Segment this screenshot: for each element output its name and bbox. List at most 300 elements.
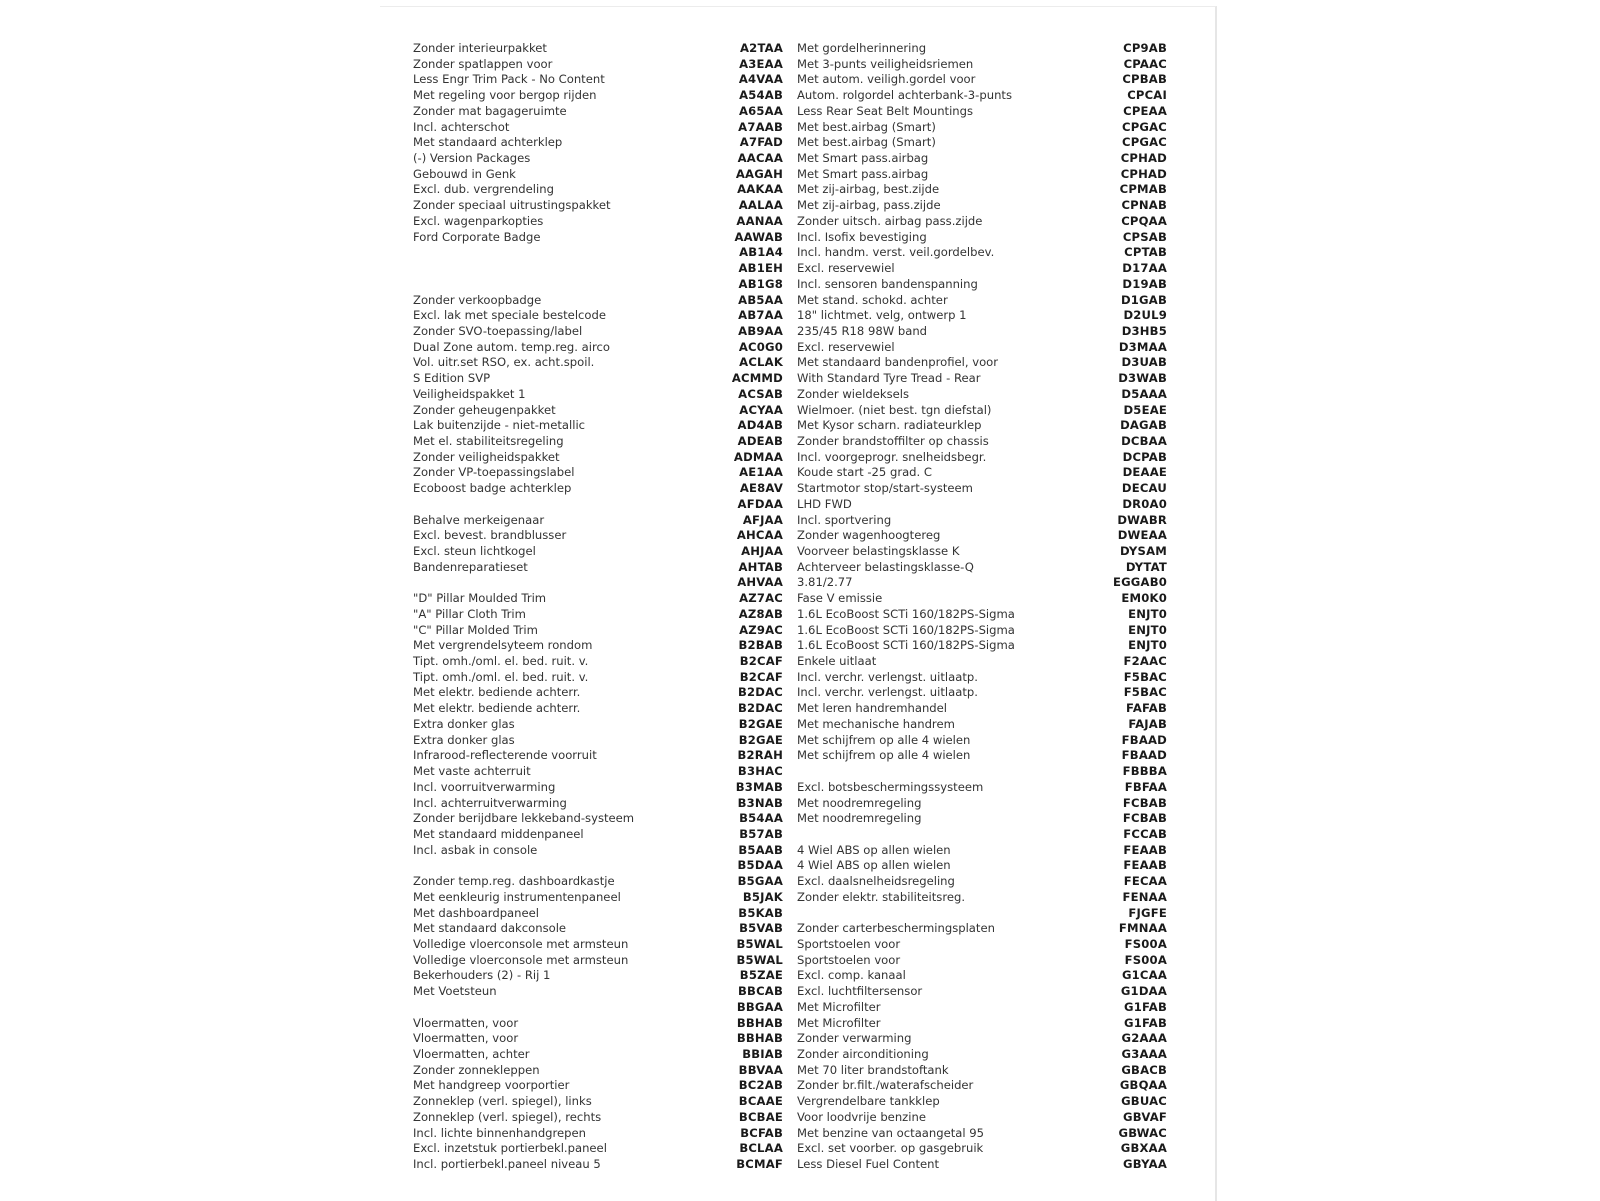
option-code: AANAA bbox=[736, 213, 783, 228]
option-code: GBXAA bbox=[1120, 1141, 1167, 1156]
option-code: G3AAA bbox=[1121, 1047, 1167, 1061]
option-description: Incl. achterschot bbox=[413, 119, 510, 134]
option-description: Zonneklep (verl. spiegel), rechts bbox=[413, 1109, 602, 1124]
option-code: GBQAA bbox=[1119, 1078, 1167, 1093]
option-code: D3HB5 bbox=[1121, 323, 1167, 338]
option-row bbox=[797, 1110, 1167, 1126]
option-row bbox=[413, 135, 783, 151]
option-description: Met Kysor scharn. radiateurklep bbox=[797, 418, 982, 433]
option-code: A2TAA bbox=[740, 41, 783, 55]
option-row bbox=[413, 57, 783, 73]
option-code: G1FAB bbox=[1124, 1015, 1167, 1030]
option-description: Excl. reservewiel bbox=[797, 339, 895, 354]
option-description: 1.6L EcoBoost SCTi 160/182PS-Sigma bbox=[797, 622, 1015, 637]
option-code: AB5AA bbox=[738, 292, 783, 307]
option-row bbox=[797, 72, 1167, 88]
option-description: Vloermatten, voor bbox=[413, 1031, 519, 1046]
option-code: B2DAC bbox=[737, 701, 783, 716]
option-description: Met Smart pass.airbag bbox=[797, 151, 929, 166]
option-description: Zonder mat bagageruimte bbox=[413, 103, 567, 118]
option-description: Met mechanische handrem bbox=[797, 716, 955, 731]
option-row bbox=[797, 890, 1167, 906]
option-row bbox=[797, 57, 1167, 73]
option-description: Volledige vloerconsole met armsteun bbox=[413, 952, 629, 967]
option-description: S Edition SVP bbox=[413, 371, 491, 386]
option-code: FCBAB bbox=[1122, 795, 1167, 810]
option-description: Zonder speciaal uitrustingspakket bbox=[413, 198, 611, 213]
option-description: Met Microfilter bbox=[797, 999, 881, 1014]
option-code: FAFAB bbox=[1126, 701, 1167, 716]
option-row bbox=[413, 1031, 783, 1047]
option-code: B5VAB bbox=[739, 921, 783, 936]
option-row bbox=[797, 245, 1167, 261]
option-row bbox=[413, 591, 783, 607]
option-code: B2GAE bbox=[738, 716, 783, 731]
option-code: FS00A bbox=[1124, 952, 1167, 967]
option-description: Met benzine van octaangetal 95 bbox=[797, 1125, 985, 1140]
option-row bbox=[797, 780, 1167, 796]
option-code: DR0A0 bbox=[1122, 496, 1167, 511]
option-row bbox=[797, 120, 1167, 136]
option-code: ENJT0 bbox=[1128, 606, 1167, 621]
option-row bbox=[797, 340, 1167, 356]
option-description: Incl. verchr. verlengst. uitlaatp. bbox=[797, 669, 978, 684]
option-description: Vloermatten, achter bbox=[413, 1047, 530, 1061]
option-code: AE1AA bbox=[739, 465, 783, 480]
option-row bbox=[797, 733, 1167, 749]
option-row bbox=[797, 638, 1167, 654]
option-row bbox=[797, 1157, 1167, 1173]
option-code: BBGAA bbox=[736, 999, 783, 1014]
option-description: Incl. handm. verst. veil.gordelbev. bbox=[797, 245, 995, 260]
option-description: Zonder carterbeschermingsplaten bbox=[797, 921, 995, 936]
option-description: Enkele uitlaat bbox=[797, 654, 877, 669]
option-row bbox=[797, 513, 1167, 529]
option-code: F2AAC bbox=[1123, 654, 1167, 669]
option-row bbox=[413, 937, 783, 953]
option-row bbox=[797, 324, 1167, 340]
option-description: Bandenreparatieset bbox=[413, 559, 528, 574]
option-code: BCAAE bbox=[738, 1094, 783, 1109]
option-description: 18" lichtmet. velg, ontwerp 1 bbox=[797, 308, 967, 323]
option-code: A7FAD bbox=[739, 135, 783, 150]
option-code: AZ9AC bbox=[739, 622, 783, 637]
option-code: D19AB bbox=[1122, 276, 1167, 291]
option-description: Zonder wagenhoogtereg bbox=[797, 528, 941, 543]
option-code: ACYAA bbox=[739, 402, 783, 417]
option-row bbox=[797, 434, 1167, 450]
option-description: Met vergrendelsyteem rondom bbox=[413, 638, 593, 653]
option-row bbox=[797, 1031, 1167, 1047]
option-row bbox=[797, 151, 1167, 167]
option-row bbox=[797, 1016, 1167, 1032]
option-code: B5GAA bbox=[737, 874, 783, 889]
option-description: Met 70 liter brandstoftank bbox=[797, 1062, 949, 1077]
option-description: Incl. asbak in console bbox=[413, 842, 538, 857]
option-code: GBVAF bbox=[1123, 1109, 1167, 1124]
option-code: FJGFE bbox=[1128, 905, 1167, 920]
option-description: Excl. daalsnelheidsregeling bbox=[797, 874, 955, 889]
option-code: G2AAA bbox=[1121, 1031, 1167, 1046]
option-code: B3MAB bbox=[735, 779, 783, 794]
option-description: 4 Wiel ABS op allen wielen bbox=[797, 858, 951, 873]
option-row bbox=[797, 88, 1167, 104]
option-row bbox=[413, 874, 783, 890]
option-code: G1DAA bbox=[1120, 984, 1167, 999]
option-row bbox=[797, 685, 1167, 701]
option-code: BCFAB bbox=[740, 1125, 783, 1140]
option-row bbox=[413, 906, 783, 922]
option-row bbox=[413, 340, 783, 356]
option-description: Achterveer belastingsklasse-Q bbox=[797, 559, 974, 574]
option-row bbox=[797, 387, 1167, 403]
option-row bbox=[797, 921, 1167, 937]
option-row bbox=[797, 607, 1167, 623]
left-option-column bbox=[413, 41, 783, 1173]
option-row bbox=[797, 1047, 1167, 1063]
option-row bbox=[413, 670, 783, 686]
option-description: Met el. stabiliteitsregeling bbox=[413, 433, 564, 448]
option-code: AACAA bbox=[737, 151, 783, 166]
option-row bbox=[797, 748, 1167, 764]
option-code: AB7AA bbox=[738, 308, 783, 323]
option-row bbox=[797, 1000, 1167, 1016]
option-row bbox=[413, 308, 783, 324]
option-description: Vloermatten, voor bbox=[413, 1015, 519, 1030]
option-description: Startmotor stop/start-systeem bbox=[797, 481, 973, 496]
option-row bbox=[413, 1141, 783, 1157]
option-description: Lak buitenzijde - niet-metallic bbox=[413, 418, 586, 433]
option-row bbox=[413, 1126, 783, 1142]
option-description: Met standaard dakconsole bbox=[413, 921, 567, 936]
option-code: FCBAB bbox=[1122, 811, 1167, 826]
option-description: Met stand. schokd. achter bbox=[797, 292, 948, 307]
option-row bbox=[413, 811, 783, 827]
option-description: Met vaste achterruit bbox=[413, 764, 531, 779]
option-row bbox=[797, 450, 1167, 466]
option-code: FCCAB bbox=[1123, 826, 1167, 841]
option-row bbox=[797, 874, 1167, 890]
option-code: DYTAT bbox=[1125, 559, 1167, 574]
option-row bbox=[413, 685, 783, 701]
option-description: LHD FWD bbox=[797, 496, 852, 511]
option-description: Incl. Isofix bevestiging bbox=[797, 229, 927, 244]
option-code: B2CAF bbox=[739, 669, 783, 684]
option-description: Excl. bevest. brandblusser bbox=[413, 528, 567, 543]
option-row bbox=[797, 937, 1167, 953]
option-code: CPAAC bbox=[1123, 56, 1167, 71]
option-description: Excl. botsbeschermingssysteem bbox=[797, 779, 984, 794]
option-description: Met schijfrem op alle 4 wielen bbox=[797, 732, 971, 747]
option-code: GBACB bbox=[1121, 1062, 1167, 1077]
option-code: CPGAC bbox=[1121, 119, 1167, 134]
option-description: Incl. sportvering bbox=[797, 512, 892, 527]
option-code: B2CAF bbox=[739, 654, 783, 669]
option-row bbox=[413, 371, 783, 387]
option-description: Zonder brandstoffilter op chassis bbox=[797, 433, 989, 448]
option-description: (-) Version Packages bbox=[413, 151, 531, 166]
option-description: Excl. set voorber. op gasgebruik bbox=[797, 1141, 984, 1156]
option-description: Met eenkleurig instrumentenpaneel bbox=[413, 889, 621, 904]
option-row bbox=[797, 575, 1167, 591]
option-row bbox=[797, 906, 1167, 922]
option-row bbox=[413, 481, 783, 497]
option-code: CPHAD bbox=[1120, 151, 1167, 166]
option-row bbox=[413, 104, 783, 120]
option-description: Less Rear Seat Belt Mountings bbox=[797, 103, 974, 118]
option-description: Extra donker glas bbox=[413, 732, 515, 747]
option-code: AHVAA bbox=[737, 575, 783, 590]
option-row bbox=[413, 560, 783, 576]
option-code: B5AAB bbox=[738, 842, 783, 857]
option-row bbox=[797, 953, 1167, 969]
option-description: Incl. voorruitverwarming bbox=[413, 779, 556, 794]
option-code: FEAAB bbox=[1123, 842, 1167, 857]
option-description: Tipt. omh./oml. el. bed. ruit. v. bbox=[413, 669, 589, 684]
option-row bbox=[413, 858, 783, 874]
option-description: Met 3-punts veiligheidsriemen bbox=[797, 56, 974, 71]
option-description: Incl. verchr. verlengst. uitlaatp. bbox=[797, 685, 978, 700]
option-description: Met handgreep voorportier bbox=[413, 1078, 570, 1093]
option-description: "D" Pillar Moulded Trim bbox=[413, 591, 547, 606]
option-row bbox=[797, 1141, 1167, 1157]
option-code: AALAA bbox=[738, 198, 783, 213]
option-description: Zonder wieldeksels bbox=[797, 386, 910, 401]
option-description: Met autom. veiligh.gordel voor bbox=[797, 72, 976, 87]
option-code: G1CAA bbox=[1121, 968, 1167, 983]
option-description: Sportstoelen voor bbox=[797, 936, 901, 951]
option-description: Met gordelherinnering bbox=[797, 41, 927, 55]
option-row bbox=[797, 41, 1167, 57]
option-code: CPTAB bbox=[1124, 245, 1167, 260]
option-code: CPHAD bbox=[1120, 166, 1167, 181]
option-code: B3NAB bbox=[737, 795, 783, 810]
option-code: FECAA bbox=[1123, 874, 1167, 889]
option-description: Zonder veiligheidspakket bbox=[413, 449, 560, 464]
option-row bbox=[413, 575, 783, 591]
option-code: BBVAA bbox=[738, 1062, 783, 1077]
option-row bbox=[413, 293, 783, 309]
option-row bbox=[797, 701, 1167, 717]
option-code: GBWAC bbox=[1118, 1125, 1167, 1140]
option-description: Incl. lichte binnenhandgrepen bbox=[413, 1125, 587, 1140]
option-code: AZ7AC bbox=[739, 591, 783, 606]
option-row bbox=[797, 968, 1167, 984]
option-code: DCBAA bbox=[1121, 433, 1167, 448]
option-description: Bekerhouders (2) - Rij 1 bbox=[413, 968, 551, 983]
option-code: BBIAB bbox=[742, 1047, 783, 1061]
option-description: Zonder verkoopbadge bbox=[413, 292, 542, 307]
option-row bbox=[413, 748, 783, 764]
option-row bbox=[797, 591, 1167, 607]
option-code: DEAAE bbox=[1122, 465, 1167, 480]
option-description: Extra donker glas bbox=[413, 716, 515, 731]
option-row bbox=[797, 261, 1167, 277]
option-code: ENJT0 bbox=[1128, 638, 1167, 653]
option-code: A54AB bbox=[739, 88, 783, 103]
option-code: AD4AB bbox=[737, 418, 783, 433]
option-description: Met noodremregeling bbox=[797, 811, 922, 826]
option-row bbox=[797, 1078, 1167, 1094]
option-row bbox=[797, 418, 1167, 434]
option-row bbox=[413, 403, 783, 419]
option-code: AAGAH bbox=[735, 166, 783, 181]
option-description: Tipt. omh./oml. el. bed. ruit. v. bbox=[413, 654, 589, 669]
option-row bbox=[797, 104, 1167, 120]
option-row bbox=[413, 1000, 783, 1016]
option-row bbox=[413, 151, 783, 167]
option-row bbox=[797, 843, 1167, 859]
option-code: AB1A4 bbox=[739, 245, 783, 260]
option-code: ADMAA bbox=[733, 449, 783, 464]
option-code: B2RAH bbox=[737, 748, 783, 763]
option-row bbox=[413, 120, 783, 136]
option-row bbox=[413, 953, 783, 969]
option-code: B5KAB bbox=[738, 905, 783, 920]
option-code: B5JAK bbox=[742, 889, 783, 904]
option-row bbox=[413, 198, 783, 214]
option-code: B2GAE bbox=[738, 732, 783, 747]
option-description: Zonder elektr. stabiliteitsreg. bbox=[797, 889, 966, 904]
option-row bbox=[413, 261, 783, 277]
option-row bbox=[413, 701, 783, 717]
option-code: BCMAF bbox=[736, 1157, 783, 1172]
option-code: GBUAC bbox=[1121, 1094, 1167, 1109]
option-row bbox=[797, 811, 1167, 827]
option-description: Excl. lak met speciale bestelcode bbox=[413, 308, 606, 323]
option-code: D3MAA bbox=[1118, 339, 1167, 354]
option-row bbox=[797, 230, 1167, 246]
option-code: DWEAA bbox=[1117, 528, 1167, 543]
option-row bbox=[413, 1047, 783, 1063]
option-code: D17AA bbox=[1122, 261, 1167, 276]
option-code: CPSAB bbox=[1122, 229, 1167, 244]
option-row bbox=[413, 167, 783, 183]
option-code: CPEAA bbox=[1123, 103, 1167, 118]
option-description: Ford Corporate Badge bbox=[413, 229, 541, 244]
option-row bbox=[797, 764, 1167, 780]
option-code: B5WAL bbox=[736, 936, 783, 951]
option-row bbox=[797, 135, 1167, 151]
option-description: 4 Wiel ABS op allen wielen bbox=[797, 842, 951, 857]
option-row bbox=[797, 293, 1167, 309]
option-code: D5EAE bbox=[1123, 402, 1167, 417]
option-code: BCLAA bbox=[739, 1141, 783, 1156]
option-code: GBYAA bbox=[1123, 1157, 1167, 1172]
option-code: ACSAB bbox=[738, 386, 783, 401]
option-row bbox=[413, 638, 783, 654]
option-row bbox=[797, 214, 1167, 230]
option-description: Excl. dub. vergrendeling bbox=[413, 182, 554, 197]
option-description: Met zij-airbag, pass.zijde bbox=[797, 198, 941, 213]
option-description: "C" Pillar Molded Trim bbox=[413, 622, 538, 637]
option-code: AAKAA bbox=[737, 182, 783, 197]
option-description: Excl. wagenparkopties bbox=[413, 213, 544, 228]
option-description: Incl. achterruitverwarming bbox=[413, 795, 567, 810]
option-description: With Standard Tyre Tread - Rear bbox=[797, 371, 981, 386]
option-code: FBAAD bbox=[1121, 748, 1167, 763]
option-code: AB1EH bbox=[738, 261, 783, 276]
option-row bbox=[413, 88, 783, 104]
option-code: FBBBA bbox=[1122, 764, 1167, 779]
option-row bbox=[413, 528, 783, 544]
option-row bbox=[413, 418, 783, 434]
option-row bbox=[413, 1063, 783, 1079]
option-code: A7AAB bbox=[738, 119, 783, 134]
option-row bbox=[413, 387, 783, 403]
option-code: DYSAM bbox=[1119, 544, 1167, 558]
option-description: 1.6L EcoBoost SCTi 160/182PS-Sigma bbox=[797, 606, 1015, 621]
option-row bbox=[413, 214, 783, 230]
option-code: DAGAB bbox=[1120, 418, 1167, 433]
option-row bbox=[413, 41, 783, 57]
option-row bbox=[413, 544, 783, 560]
option-code: BCBAE bbox=[738, 1109, 783, 1124]
option-row bbox=[797, 827, 1167, 843]
option-row bbox=[413, 843, 783, 859]
option-row bbox=[413, 1078, 783, 1094]
option-row bbox=[797, 796, 1167, 812]
option-code: CP9AB bbox=[1123, 41, 1167, 55]
option-code: BC2AB bbox=[738, 1078, 783, 1093]
option-code: D5AAA bbox=[1121, 386, 1167, 401]
option-row bbox=[413, 72, 783, 88]
option-row bbox=[413, 733, 783, 749]
option-description: Less Diesel Fuel Content bbox=[797, 1157, 940, 1172]
option-description: Zonder geheugenpakket bbox=[413, 402, 556, 417]
option-description: Zonder interieurpakket bbox=[413, 41, 547, 55]
option-code: ADEAB bbox=[737, 433, 783, 448]
option-code: F5BAC bbox=[1123, 669, 1167, 684]
option-code: AFJAA bbox=[742, 512, 783, 527]
option-description: Met dashboardpaneel bbox=[413, 905, 539, 920]
option-row bbox=[797, 544, 1167, 560]
option-row bbox=[413, 780, 783, 796]
option-code: B5DAA bbox=[737, 858, 783, 873]
option-description: Ecoboost badge achterklep bbox=[413, 481, 572, 496]
option-description: Vergrendelbare tankklep bbox=[797, 1094, 940, 1109]
option-row bbox=[797, 623, 1167, 639]
option-description: Zonder VP-toepassingslabel bbox=[413, 465, 575, 480]
option-code: FENAA bbox=[1122, 889, 1167, 904]
option-code: AHCAA bbox=[736, 528, 783, 543]
option-description: Voor loodvrije benzine bbox=[797, 1109, 926, 1124]
option-code: FAJAB bbox=[1128, 716, 1167, 731]
option-code: AHTAB bbox=[738, 559, 783, 574]
option-code: A3EAA bbox=[739, 56, 783, 71]
option-code: CPQAA bbox=[1121, 213, 1167, 228]
option-code: FBFAA bbox=[1124, 779, 1167, 794]
option-code: CPBAB bbox=[1122, 72, 1167, 87]
option-row bbox=[797, 560, 1167, 576]
option-description: Infrarood-reflecterende voorruit bbox=[413, 748, 597, 763]
option-code: D3UAB bbox=[1121, 355, 1167, 370]
option-row bbox=[413, 245, 783, 261]
option-code: B57AB bbox=[739, 826, 783, 841]
option-row bbox=[797, 654, 1167, 670]
option-row bbox=[413, 764, 783, 780]
option-row bbox=[797, 355, 1167, 371]
option-row bbox=[413, 890, 783, 906]
option-row bbox=[797, 198, 1167, 214]
option-description: Zonder temp.reg. dashboardkastje bbox=[413, 874, 615, 889]
option-code: ACLAK bbox=[739, 355, 783, 370]
option-description: Incl. sensoren bandenspanning bbox=[797, 276, 978, 291]
option-description: Zonder spatlappen voor bbox=[413, 56, 553, 71]
option-code: FEAAB bbox=[1123, 858, 1167, 873]
option-code: CPNAB bbox=[1121, 198, 1167, 213]
option-description: Gebouwd in Genk bbox=[413, 166, 516, 181]
